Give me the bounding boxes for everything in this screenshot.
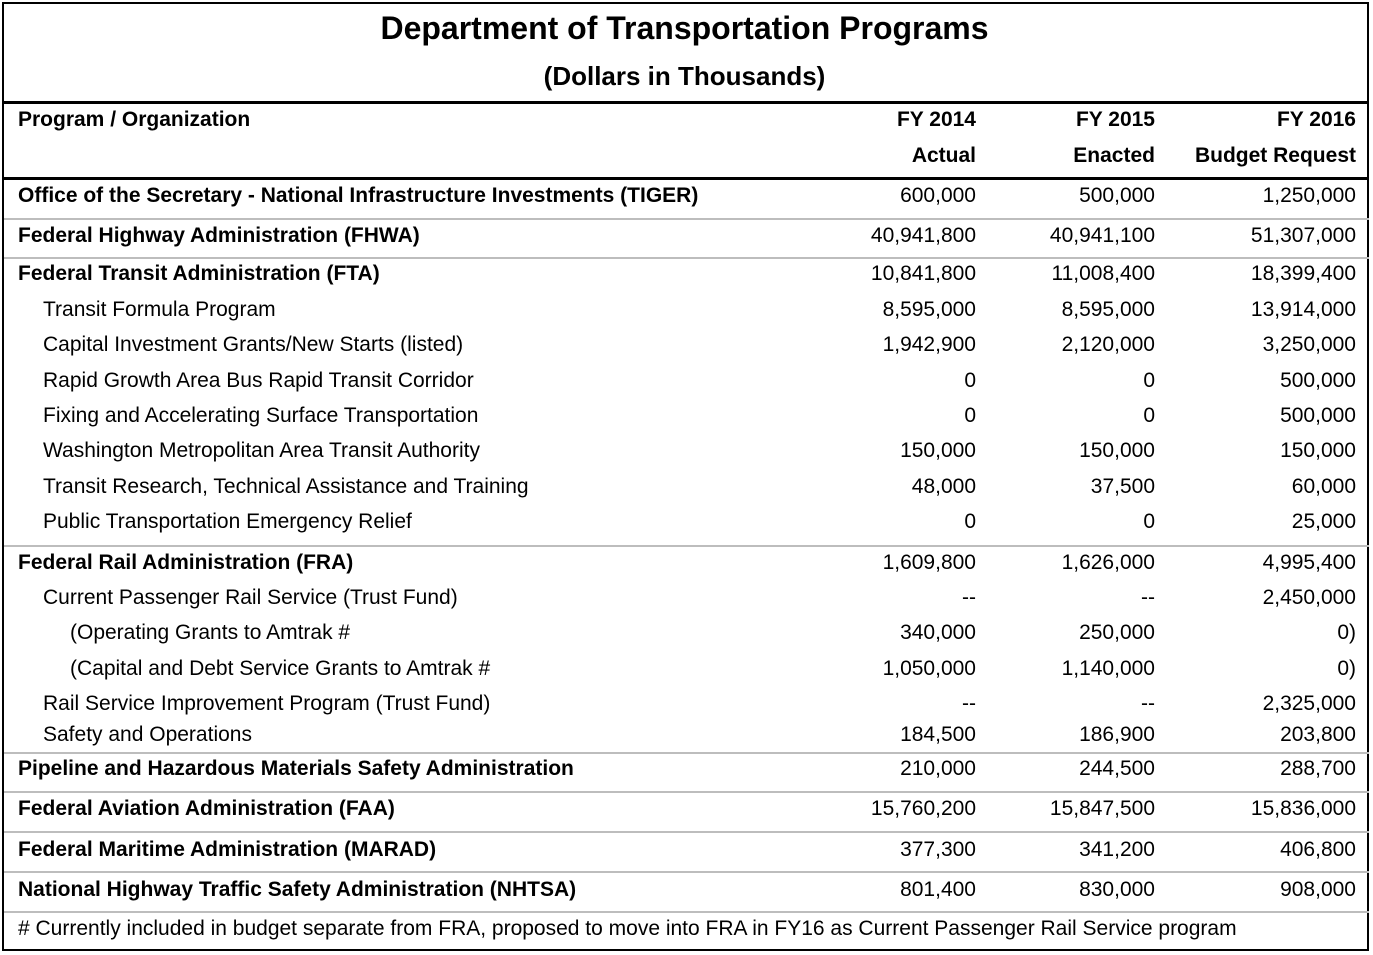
row-value-fy2016: 0): [1337, 657, 1356, 680]
row-value-fy2014: 184,500: [900, 723, 976, 746]
header-fy2015: FY 2015: [1075, 108, 1155, 131]
row-value-fy2014: 1,609,800: [882, 551, 976, 574]
row-value-fy2015: 150,000: [1079, 439, 1155, 462]
row-value-fy2016: 2,450,000: [1262, 586, 1356, 609]
row-value-fy2016: 3,250,000: [1262, 333, 1356, 356]
row-value-fy2014: 1,050,000: [882, 657, 976, 680]
row-value-fy2014: --: [962, 692, 976, 715]
row-label: Pipeline and Hazardous Materials Safety Administration: [18, 757, 574, 780]
row-label: Capital Investment Grants/New Starts (listed): [43, 333, 464, 356]
row-value-fy2016: 13,914,000: [1250, 298, 1356, 321]
header-fy2014-sub: Actual: [911, 144, 976, 167]
row-value-fy2016: 500,000: [1280, 404, 1356, 427]
row-label: National Highway Traffic Safety Administration (NHTSA): [18, 878, 577, 901]
row-separator: [4, 831, 1369, 833]
row-value-fy2014: 10,841,800: [870, 262, 976, 285]
row-value-fy2015: 15,847,500: [1049, 797, 1155, 820]
row-label: Safety and Operations: [43, 723, 252, 746]
row-label: Federal Rail Administration (FRA): [18, 551, 354, 574]
page-title: Department of Transportation Programs: [380, 10, 989, 46]
row-value-fy2015: 500,000: [1079, 184, 1155, 207]
row-separator: [4, 218, 1369, 220]
row-value-fy2016: 60,000: [1291, 475, 1356, 498]
row-label: Public Transportation Emergency Relief: [43, 510, 412, 533]
divider-under-title: [4, 101, 1369, 104]
row-label: Washington Metropolitan Area Transit Authority: [43, 439, 480, 462]
row-value-fy2015: 0: [1143, 510, 1155, 533]
row-value-fy2014: --: [962, 586, 976, 609]
row-label: Federal Maritime Administration (MARAD): [18, 838, 437, 861]
row-value-fy2015: 186,900: [1079, 723, 1155, 746]
footnote: # Currently included in budget separate from FRA, proposed to move into FRA in FY16 as Current Passenger Rail Service program: [18, 917, 1237, 940]
row-value-fy2015: 40,941,100: [1049, 224, 1155, 247]
row-value-fy2016: 150,000: [1280, 439, 1356, 462]
row-value-fy2015: 830,000: [1079, 878, 1155, 901]
row-label: Federal Aviation Administration (FAA): [18, 797, 395, 820]
row-label: Office of the Secretary - National Infrastructure Investments (TIGER): [18, 184, 699, 207]
row-label: (Operating Grants to Amtrak #: [70, 621, 351, 644]
row-label: Rail Service Improvement Program (Trust Fund): [43, 692, 491, 715]
row-value-fy2016: 406,800: [1280, 838, 1356, 861]
row-label: Transit Formula Program: [43, 298, 276, 321]
row-value-fy2014: 340,000: [900, 621, 976, 644]
divider-above-footnote: [4, 911, 1369, 913]
row-value-fy2015: 244,500: [1079, 757, 1155, 780]
row-separator: [4, 257, 1369, 259]
row-label: Federal Transit Administration (FTA): [18, 262, 380, 285]
header-fy2016: FY 2016: [1276, 108, 1356, 131]
row-value-fy2014: 8,595,000: [882, 298, 976, 321]
header-program: Program / Organization: [18, 108, 251, 131]
row-value-fy2015: 8,595,000: [1061, 298, 1155, 321]
row-value-fy2016: 25,000: [1291, 510, 1356, 533]
row-label: (Capital and Debt Service Grants to Amtrak #: [70, 657, 491, 680]
row-value-fy2015: 0: [1143, 369, 1155, 392]
row-value-fy2015: 2,120,000: [1061, 333, 1155, 356]
header-fy2014: FY 2014: [896, 108, 976, 131]
row-value-fy2014: 1,942,900: [882, 333, 976, 356]
header-fy2016-sub: Budget Request: [1194, 144, 1356, 167]
row-value-fy2016: 288,700: [1280, 757, 1356, 780]
row-value-fy2014: 15,760,200: [870, 797, 976, 820]
row-separator: [4, 752, 1369, 754]
divider-under-header: [4, 177, 1369, 180]
page-subtitle: (Dollars in Thousands): [543, 61, 826, 91]
row-label: Fixing and Accelerating Surface Transportation: [43, 404, 479, 427]
row-value-fy2015: 37,500: [1090, 475, 1155, 498]
row-separator: [4, 871, 1369, 873]
row-value-fy2014: 801,400: [900, 878, 976, 901]
row-value-fy2015: --: [1141, 692, 1155, 715]
row-value-fy2016: 500,000: [1280, 369, 1356, 392]
row-label: Federal Highway Administration (FHWA): [18, 224, 420, 247]
row-label: Rapid Growth Area Bus Rapid Transit Corridor: [43, 369, 474, 392]
row-value-fy2015: 1,626,000: [1061, 551, 1155, 574]
row-value-fy2016: 4,995,400: [1262, 551, 1356, 574]
row-value-fy2016: 2,325,000: [1262, 692, 1356, 715]
row-value-fy2015: 341,200: [1079, 838, 1155, 861]
row-value-fy2014: 0: [964, 369, 976, 392]
row-value-fy2015: 11,008,400: [1051, 262, 1155, 285]
row-value-fy2015: 0: [1143, 404, 1155, 427]
row-value-fy2014: 600,000: [900, 184, 976, 207]
row-value-fy2015: 1,140,000: [1061, 657, 1155, 680]
row-value-fy2016: 0): [1337, 621, 1356, 644]
row-separator: [4, 545, 1369, 547]
row-label: Transit Research, Technical Assistance and Training: [43, 475, 529, 498]
row-value-fy2016: 1,250,000: [1262, 184, 1356, 207]
header-fy2015-sub: Enacted: [1073, 144, 1155, 167]
row-value-fy2015: 250,000: [1079, 621, 1155, 644]
row-value-fy2016: 15,836,000: [1250, 797, 1356, 820]
row-label: Current Passenger Rail Service (Trust Fund): [43, 586, 458, 609]
row-separator: [4, 791, 1369, 793]
row-value-fy2016: 51,307,000: [1250, 224, 1356, 247]
row-value-fy2014: 40,941,800: [870, 224, 976, 247]
row-value-fy2014: 0: [964, 510, 976, 533]
row-value-fy2016: 908,000: [1280, 878, 1356, 901]
row-value-fy2014: 210,000: [900, 757, 976, 780]
row-value-fy2015: --: [1141, 586, 1155, 609]
row-value-fy2014: 48,000: [911, 475, 976, 498]
row-value-fy2016: 203,800: [1280, 723, 1356, 746]
row-value-fy2014: 150,000: [900, 439, 976, 462]
row-value-fy2014: 377,300: [900, 838, 976, 861]
row-value-fy2014: 0: [964, 404, 976, 427]
row-value-fy2016: 18,399,400: [1250, 262, 1356, 285]
